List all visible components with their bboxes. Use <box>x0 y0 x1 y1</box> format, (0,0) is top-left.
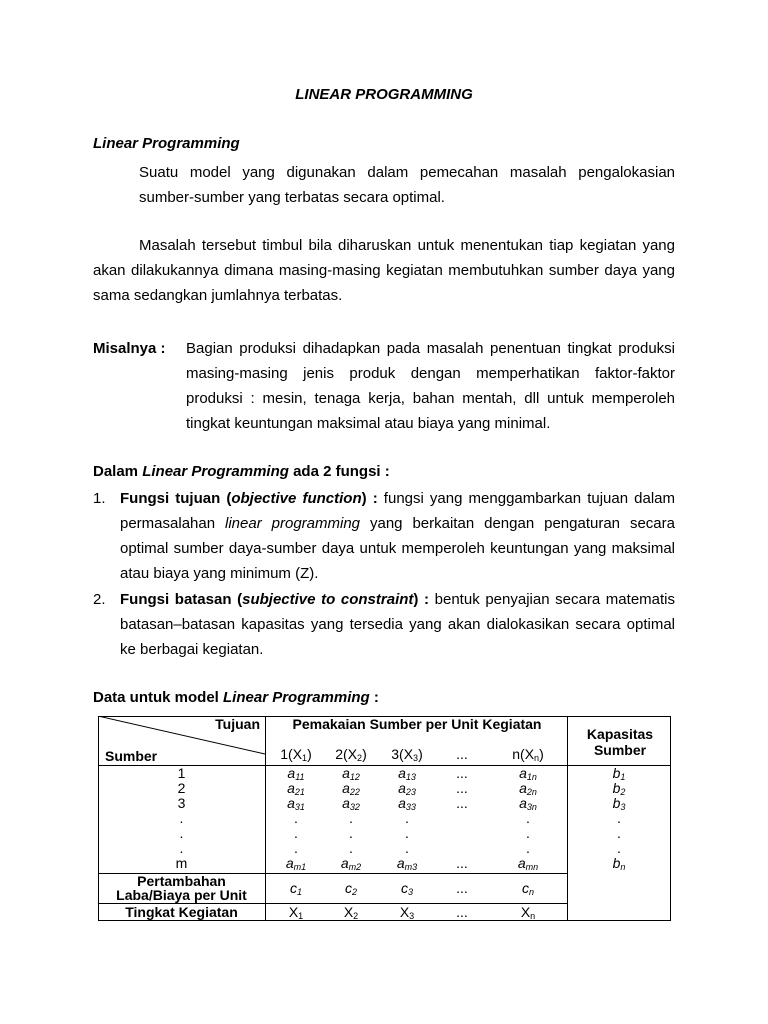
table-cell: $a_{31}$ <box>287 795 305 812</box>
definition-paragraph: Suatu model yang digunakan dalam pemecahan masalah pengalokasian sumber-sumber yang terbatas secara optimal. <box>139 164 675 206</box>
activity-cell: ... <box>456 904 468 920</box>
functions-intro-prefix: Dalam <box>93 463 143 480</box>
table-cell: . <box>405 825 409 841</box>
functions-intro-italic: Linear Programming <box>142 463 289 480</box>
header-pemakaian: Pemakaian Sumber per Unit Kegiatan <box>292 716 542 732</box>
capacity-cell: $b_3$ <box>612 795 626 812</box>
table-cell: $a_{32}$ <box>342 795 360 812</box>
example-label: Misalnya : <box>93 340 166 357</box>
profit-cell: $c_n$ <box>521 880 534 897</box>
column-header: ... <box>456 746 468 762</box>
item2-bold-italic: subjective to constraint <box>242 591 414 608</box>
capacity-cell: . <box>617 810 621 826</box>
table-cell: $a_{1n}$ <box>519 765 537 782</box>
capacity-cell: . <box>617 840 621 856</box>
table-cell: ... <box>456 855 468 871</box>
table-cell: . <box>349 810 353 826</box>
data-model-suffix: : <box>369 689 379 706</box>
table-cell: . <box>526 825 530 841</box>
column-header: $2(X_2)$ <box>335 746 367 763</box>
row-label: 2 <box>177 780 186 796</box>
column-header: $3(X_3)$ <box>391 746 423 763</box>
profit-cell: $c_1$ <box>289 880 302 897</box>
item2-bold-suffix: ) : <box>413 591 430 608</box>
list-item-objective-function <box>120 486 675 586</box>
profit-cell: $c_2$ <box>344 880 357 897</box>
lp-data-table <box>98 716 672 921</box>
header-kapasitas: Kapasitas Sumber <box>586 726 654 758</box>
capacity-cell: . <box>617 825 621 841</box>
table-cell: $a_{mn}$ <box>517 855 539 872</box>
profit-label-line1: Pertambahan <box>137 873 226 889</box>
table-cell: $a_{m3}$ <box>396 855 418 872</box>
list-number-2: 2. <box>93 591 106 608</box>
section-heading-linear-programming: Linear Programming <box>93 135 240 152</box>
table-cell: $a_{33}$ <box>398 795 416 812</box>
example-text <box>186 336 675 436</box>
header-sumber: Sumber <box>105 748 158 764</box>
capacity-cell: $b_n$ <box>612 855 626 872</box>
profit-cell: $c_3$ <box>400 880 413 897</box>
row-label: 1 <box>177 765 186 781</box>
activity-cell: $X_3$ <box>399 904 415 921</box>
header-tujuan: Tujuan <box>215 716 260 732</box>
activity-label: Tingkat Kegiatan <box>125 904 238 920</box>
item1-bold-prefix: Fungsi tujuan ( <box>120 490 232 507</box>
row-label: m <box>175 855 188 871</box>
column-header: $1(X_1)$ <box>280 746 312 763</box>
table-cell: . <box>526 810 530 826</box>
table-cell: $a_{13}$ <box>398 765 416 782</box>
profit-cell: ... <box>456 880 468 896</box>
table-cell: . <box>294 840 298 856</box>
profit-label-line2: Laba/Biaya per Unit <box>116 887 247 903</box>
table-cell: . <box>349 840 353 856</box>
list-number-1: 1. <box>93 490 106 507</box>
item2-text-a: bentuk penyajian secara matematis batasan–batasan kapasitas yang tersedia yang akan dialokasikan secara optimal ke berbagai kegiatan. <box>120 591 675 658</box>
capacity-cell: $b_2$ <box>612 780 626 797</box>
item1-text-a: fungsi yang menggambarkan tujuan dalam permasalahan <box>120 490 676 532</box>
table-cell: . <box>349 825 353 841</box>
table-cell: $a_{m1}$ <box>285 855 307 872</box>
page-title: LINEAR PROGRAMMING <box>295 86 473 103</box>
row-label: . <box>179 840 184 856</box>
activity-cell: $X_n$ <box>520 904 536 921</box>
table-cell: ... <box>456 780 468 796</box>
item1-text-italic: linear programming <box>225 515 361 532</box>
table-cell: . <box>526 840 530 856</box>
table-cell: . <box>294 825 298 841</box>
activity-cell: $X_2$ <box>343 904 359 921</box>
example-text-content: Bagian produksi dihadapkan pada masalah penentuan tingkat produksi masing-masing jenis produk dengan memperhatikan faktor-faktor produksi : mesin, tenaga kerja, bahan mentah, dll untuk memperoleh tingkat keuntungan maksimal atau biaya yang minimal. <box>186 340 675 432</box>
list-item-constraint-function <box>120 587 675 662</box>
item1-text-b: yang berkaitan dengan pengaturan secara optimal sumber daya-sumber daya untuk memperoleh keuntungan yang maksimal atau biaya yang minimum (Z). <box>120 515 675 582</box>
row-label: 3 <box>177 795 186 811</box>
table-cell: $a_{22}$ <box>342 780 360 797</box>
table-cell: ... <box>456 795 468 811</box>
row-label: . <box>179 825 184 841</box>
table-cell: ... <box>456 765 468 781</box>
item1-bold-italic: objective function <box>231 490 362 507</box>
table-cell: $a_{12}$ <box>342 765 360 782</box>
capacity-cell: $b_1$ <box>612 765 626 782</box>
item2-bold-prefix: Fungsi batasan ( <box>120 591 243 608</box>
table-cell: . <box>405 810 409 826</box>
table-cell: $a_{21}$ <box>287 780 305 797</box>
problem-paragraph: Masalah tersebut timbul bila diharuskan untuk menentukan tiap kegiatan yang akan dilakukannya dimana masing-masing kegiatan membutuhkan sumber daya yang sama sedangkan jumlahnya terbatas. <box>93 237 675 304</box>
functions-intro <box>93 459 390 484</box>
item1-bold-suffix: ) : <box>361 490 378 507</box>
data-model-heading <box>93 685 379 710</box>
profit-label <box>98 874 265 902</box>
data-model-prefix: Data untuk model <box>93 689 224 706</box>
table-cell: $a_{m2}$ <box>340 855 362 872</box>
table-cell: $a_{2n}$ <box>519 780 537 797</box>
table-cell: $a_{3n}$ <box>519 795 537 812</box>
functions-intro-suffix: ada 2 fungsi : <box>288 463 390 480</box>
data-model-italic: Linear Programming <box>223 689 370 706</box>
table-cell: $a_{23}$ <box>398 780 416 797</box>
table-cell: . <box>294 810 298 826</box>
column-header: $n(X_n)$ <box>512 746 544 763</box>
row-label: . <box>179 810 184 826</box>
activity-cell: $X_1$ <box>288 904 304 921</box>
table-cell: $a_{11}$ <box>287 765 305 782</box>
table-cell: . <box>405 840 409 856</box>
